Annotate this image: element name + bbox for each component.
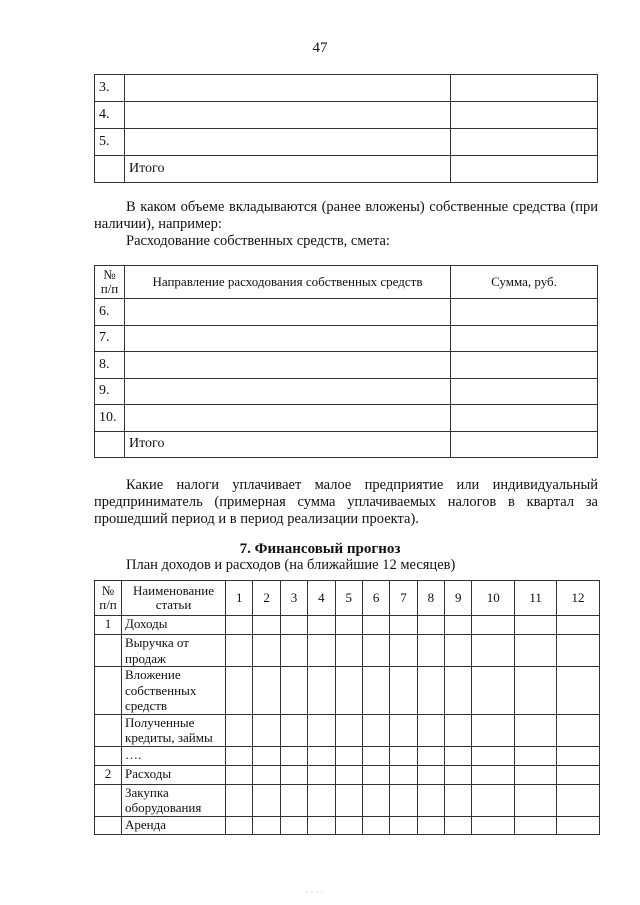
month-value-cell	[417, 616, 444, 635]
section-title: 7. Финансовый прогноз	[239, 541, 401, 557]
row-amount	[451, 299, 598, 326]
own-funds-expenses-table	[94, 265, 598, 458]
row-amount	[451, 378, 598, 405]
month-value-cell	[390, 616, 417, 635]
header-sum: Сумма, руб.	[451, 266, 598, 299]
row-label: Доходы	[122, 616, 226, 635]
month-value-cell	[417, 667, 444, 715]
month-value-cell	[445, 714, 472, 746]
month-value-cell	[445, 765, 472, 784]
month-value-cell	[280, 714, 307, 746]
row-amount	[451, 75, 598, 102]
row-label: Выручка от продаж	[122, 635, 226, 667]
table-row	[95, 667, 600, 715]
header-month: 6	[362, 581, 389, 616]
header-number: № п/п	[95, 581, 122, 616]
month-value-cell	[417, 816, 444, 834]
row-amount	[451, 129, 598, 156]
row-number: 7.	[95, 325, 125, 352]
month-value-cell	[253, 714, 280, 746]
row-number: 5.	[95, 129, 125, 156]
month-value-cell	[556, 635, 599, 667]
month-value-cell	[226, 714, 253, 746]
month-value-cell	[417, 635, 444, 667]
table-row	[95, 378, 598, 405]
month-value-cell	[445, 816, 472, 834]
month-value-cell	[226, 765, 253, 784]
own-funds-estimate-label: Расходование собственных средств, смета:	[126, 233, 390, 249]
month-value-cell	[417, 714, 444, 746]
month-value-cell	[515, 784, 557, 816]
row-number: 3.	[95, 75, 125, 102]
month-value-cell	[362, 784, 389, 816]
month-value-cell	[472, 635, 515, 667]
month-value-cell	[472, 765, 515, 784]
header-month: 5	[335, 581, 362, 616]
month-value-cell	[515, 816, 557, 834]
budget-table-continued	[94, 74, 598, 183]
row-label: ….	[122, 746, 226, 765]
row-amount	[451, 156, 598, 183]
month-value-cell	[226, 746, 253, 765]
month-value-cell	[362, 616, 389, 635]
month-value-cell	[362, 765, 389, 784]
table-row	[95, 816, 600, 834]
page-number: 47	[312, 40, 328, 56]
section-subtitle: План доходов и расходов (на ближайшие 12 месяцев)	[126, 557, 456, 573]
total-label: Итого	[125, 156, 451, 183]
month-value-cell	[472, 616, 515, 635]
month-value-cell	[417, 784, 444, 816]
row-number: 10.	[95, 405, 125, 432]
row-label: Аренда	[122, 816, 226, 834]
row-amount	[451, 352, 598, 379]
table-header-row	[95, 266, 598, 299]
month-value-cell	[362, 667, 389, 715]
header-month: 12	[556, 581, 599, 616]
month-value-cell	[445, 667, 472, 715]
month-value-cell	[362, 816, 389, 834]
month-value-cell	[253, 816, 280, 834]
month-value-cell	[390, 816, 417, 834]
row-label	[125, 75, 451, 102]
month-value-cell	[515, 616, 557, 635]
month-value-cell	[445, 784, 472, 816]
month-value-cell	[226, 635, 253, 667]
month-value-cell	[556, 667, 599, 715]
header-month: 8	[417, 581, 444, 616]
month-value-cell	[280, 616, 307, 635]
table-row	[95, 784, 600, 816]
row-label: Полученные кредиты, займы	[122, 714, 226, 746]
row-label	[125, 129, 451, 156]
header-name: Наименование статьи	[122, 581, 226, 616]
table-row	[95, 765, 600, 784]
row-number	[95, 784, 122, 816]
month-value-cell	[308, 816, 335, 834]
month-value-cell	[417, 765, 444, 784]
row-label: Вложение собственных средств	[122, 667, 226, 715]
month-value-cell	[280, 816, 307, 834]
month-value-cell	[556, 784, 599, 816]
row-number	[95, 431, 125, 458]
row-label: Расходы	[122, 765, 226, 784]
month-value-cell	[362, 635, 389, 667]
row-number	[95, 635, 122, 667]
table-row	[95, 635, 600, 667]
month-value-cell	[308, 784, 335, 816]
month-value-cell	[445, 635, 472, 667]
row-number	[95, 156, 125, 183]
row-number: 2	[95, 765, 122, 784]
row-amount	[451, 102, 598, 129]
month-value-cell	[390, 635, 417, 667]
month-value-cell	[280, 746, 307, 765]
month-value-cell	[280, 784, 307, 816]
month-value-cell	[515, 635, 557, 667]
table-row	[95, 299, 598, 326]
month-value-cell	[472, 816, 515, 834]
month-value-cell	[556, 714, 599, 746]
table-row	[95, 102, 598, 129]
row-amount	[451, 325, 598, 352]
month-value-cell	[280, 765, 307, 784]
table-row	[95, 714, 600, 746]
month-value-cell	[335, 635, 362, 667]
table-row	[95, 352, 598, 379]
month-value-cell	[253, 616, 280, 635]
row-label	[125, 378, 451, 405]
month-value-cell	[445, 746, 472, 765]
table-header-row	[95, 581, 600, 616]
month-value-cell	[362, 746, 389, 765]
month-value-cell	[335, 816, 362, 834]
month-value-cell	[515, 765, 557, 784]
month-value-cell	[253, 746, 280, 765]
header-month: 9	[445, 581, 472, 616]
month-value-cell	[556, 765, 599, 784]
month-value-cell	[308, 765, 335, 784]
month-value-cell	[362, 714, 389, 746]
header-number: № п/п	[95, 266, 125, 299]
month-value-cell	[472, 667, 515, 715]
header-month: 7	[390, 581, 417, 616]
row-number: 4.	[95, 102, 125, 129]
month-value-cell	[390, 784, 417, 816]
total-label: Итого	[125, 431, 451, 458]
row-label: Закупка оборудования	[122, 784, 226, 816]
table-row	[95, 75, 598, 102]
row-label	[125, 352, 451, 379]
month-value-cell	[472, 784, 515, 816]
month-value-cell	[226, 667, 253, 715]
row-label	[125, 299, 451, 326]
month-value-cell	[556, 816, 599, 834]
month-value-cell	[556, 616, 599, 635]
table-row	[95, 616, 600, 635]
month-value-cell	[226, 816, 253, 834]
month-value-cell	[556, 746, 599, 765]
row-number: 8.	[95, 352, 125, 379]
row-number	[95, 714, 122, 746]
table-row	[95, 156, 598, 183]
income-expense-plan-table	[94, 580, 600, 835]
month-value-cell	[335, 667, 362, 715]
month-value-cell	[390, 765, 417, 784]
month-value-cell	[445, 616, 472, 635]
table-row	[95, 405, 598, 432]
month-value-cell	[253, 784, 280, 816]
month-value-cell	[253, 635, 280, 667]
month-value-cell	[335, 784, 362, 816]
row-amount	[451, 431, 598, 458]
month-value-cell	[280, 667, 307, 715]
table-row	[95, 325, 598, 352]
taxes-question: Какие налоги уплачивает малое предприятие или индивидуальный предприниматель (примерная сумма уплачиваемых налогов в квартал за прошедший период и в период реализации проекта).	[94, 477, 598, 527]
month-value-cell	[472, 714, 515, 746]
month-value-cell	[335, 746, 362, 765]
month-value-cell	[335, 616, 362, 635]
month-value-cell	[335, 765, 362, 784]
row-number: 9.	[95, 378, 125, 405]
month-value-cell	[308, 635, 335, 667]
header-month: 10	[472, 581, 515, 616]
month-value-cell	[417, 746, 444, 765]
month-value-cell	[515, 714, 557, 746]
month-value-cell	[390, 746, 417, 765]
header-month: 1	[226, 581, 253, 616]
row-number: 6.	[95, 299, 125, 326]
month-value-cell	[390, 714, 417, 746]
header-direction: Направление расходования собственных средств	[125, 266, 451, 299]
own-funds-question: В каком объеме вкладываются (ранее вложены) собственные средства (при наличии), например:	[94, 199, 598, 232]
row-amount	[451, 405, 598, 432]
header-month: 3	[280, 581, 307, 616]
month-value-cell	[515, 667, 557, 715]
month-value-cell	[226, 616, 253, 635]
header-month: 2	[253, 581, 280, 616]
row-number	[95, 816, 122, 834]
row-label	[125, 102, 451, 129]
row-number	[95, 667, 122, 715]
row-label	[125, 325, 451, 352]
month-value-cell	[308, 667, 335, 715]
month-value-cell	[253, 667, 280, 715]
header-month: 11	[515, 581, 557, 616]
month-value-cell	[308, 714, 335, 746]
scan-artifact: · · · ·	[305, 887, 324, 897]
row-label	[125, 405, 451, 432]
month-value-cell	[472, 746, 515, 765]
row-number	[95, 746, 122, 765]
month-value-cell	[253, 765, 280, 784]
month-value-cell	[308, 616, 335, 635]
header-month: 4	[308, 581, 335, 616]
table-row	[95, 129, 598, 156]
table-row	[95, 431, 598, 458]
month-value-cell	[515, 746, 557, 765]
month-value-cell	[308, 746, 335, 765]
month-value-cell	[390, 667, 417, 715]
month-value-cell	[280, 635, 307, 667]
month-value-cell	[226, 784, 253, 816]
month-value-cell	[335, 714, 362, 746]
row-number: 1	[95, 616, 122, 635]
table-row	[95, 746, 600, 765]
